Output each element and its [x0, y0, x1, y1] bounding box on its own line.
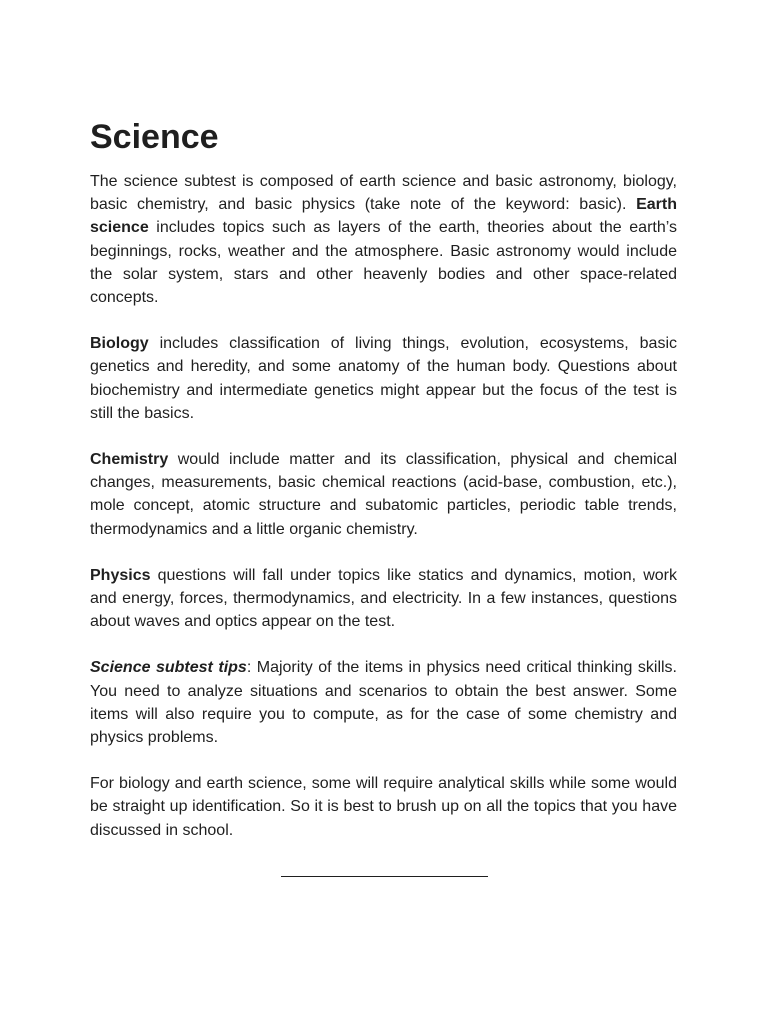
earth-science-lead: Earth science: [90, 196, 677, 237]
tips-lead: Science subtest tips: [90, 659, 247, 677]
paragraph-gap: [90, 749, 677, 772]
paragraph-gap: [90, 425, 677, 448]
intro-line: The science subtest is composed of earth science and basic astronomy, biology, basic chemistry, and basic physics (take note of the keyword: basic).: [90, 173, 677, 214]
physics-text: questions will fall under topics like statics and dynamics, motion, work and energy, forces, thermodynamics, and electricity. In a few instances, questions about waves and optics appear on the test.: [90, 566, 677, 631]
earth-science-text: includes topics such as layers of the earth, theories about the earth’s beginnings, rocks, weather and the atmosphere. Basic astronomy would include the solar system, stars and other heavenly bodies and other space-related concepts.: [90, 219, 677, 307]
paragraph-gap: [90, 633, 677, 656]
document-page: [90, 114, 677, 842]
physics-paragraph: [90, 564, 677, 634]
section-divider: [281, 876, 488, 877]
intro-paragraph: [90, 170, 677, 309]
chemistry-text: would include matter and its classification, physical and chemical changes, measurements, basic chemical reactions (acid-base, combustion, etc.), mole concept, atomic structure and subatomic particles, periodic table trends, thermodynamics and a little organic chemistry.: [90, 451, 677, 538]
closing-paragraph: [90, 772, 677, 842]
physics-lead: Physics: [90, 566, 151, 584]
page-title: Science: [90, 118, 219, 156]
biology-text: includes classification of living things, evolution, ecosystems, basic genetics and heredity, and some anatomy of the human body. Questions about biochemistry and intermediate genetics might appear but the focus of the test is still the basics.: [90, 335, 677, 422]
chemistry-lead: Chemistry: [90, 451, 169, 469]
paragraph-gap: [90, 309, 677, 332]
paragraph-gap: [90, 541, 677, 564]
tips-paragraph: [90, 656, 677, 749]
chemistry-paragraph: [90, 448, 677, 541]
biology-paragraph: [90, 332, 677, 425]
closing-text: For biology and earth science, some will require analytical skills while some would be straight up identification. So it is best to brush up on all the topics that you have discussed in school.: [90, 775, 677, 839]
tips-text: : Majority of the items in physics need critical thinking skills. You need to analyze situations and scenarios to obtain the best answer. Some items will also require you to compute, as for the case of some chemistry and physics problems.: [90, 659, 677, 747]
biology-lead: Biology: [90, 335, 149, 353]
